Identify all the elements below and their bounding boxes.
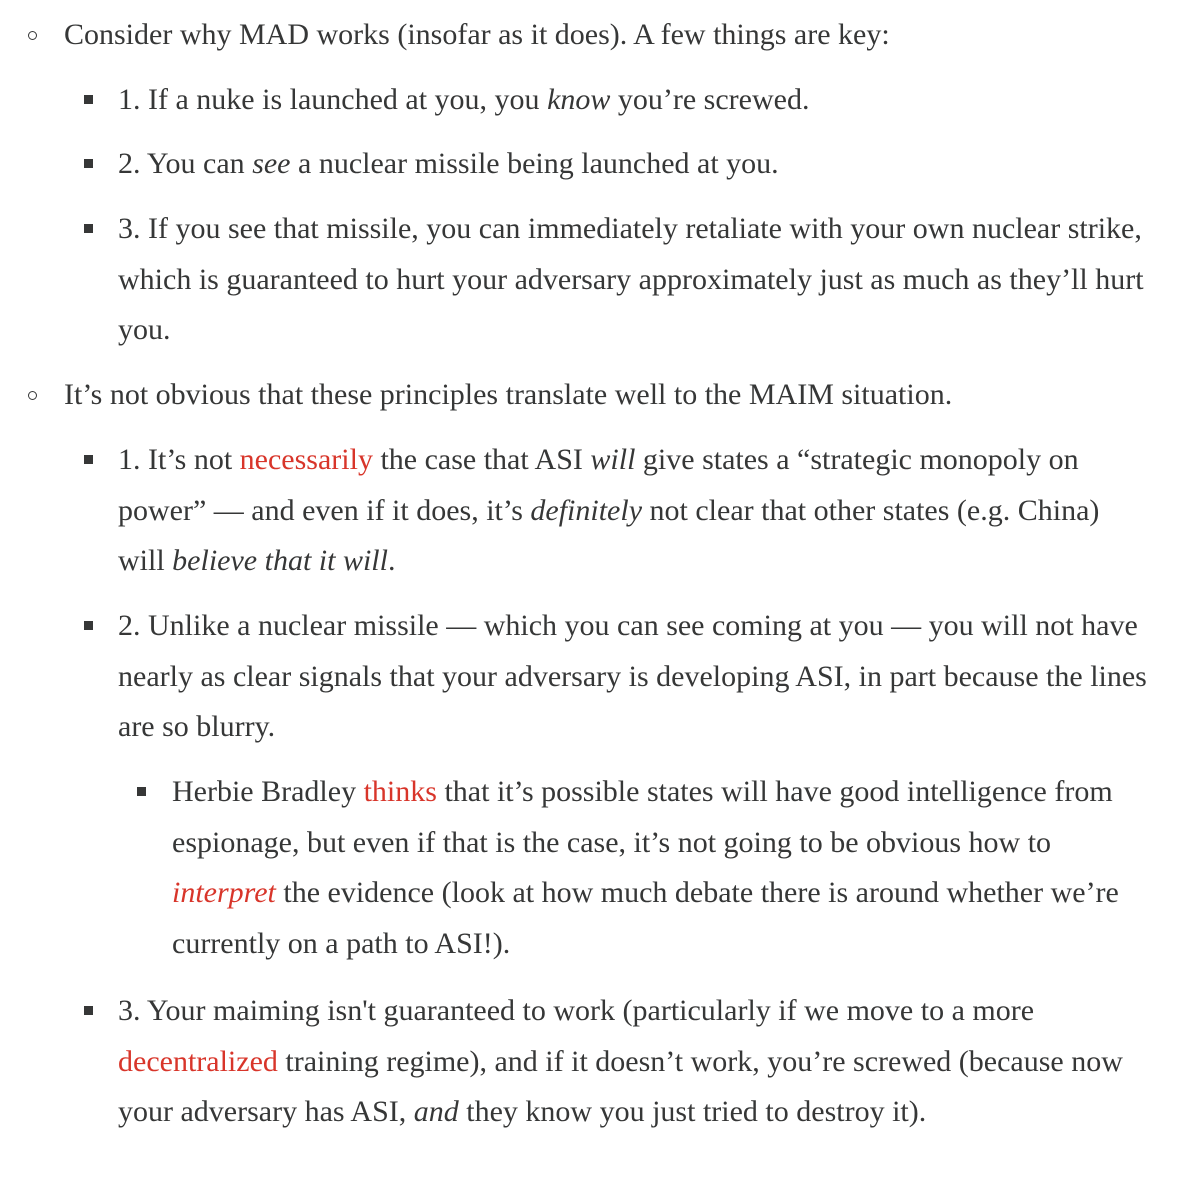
square-bullet-icon (84, 95, 93, 104)
list-item-text: Herbie Bradley thinks that it’s possible states will have good intelligence from espionage, but even if that is the case, it’s not going to be obvious how to interpret the evidence (look at how much debate there is around whether we’re currently on a path to ASI!). (172, 775, 1119, 960)
necessarily-link[interactable]: necessarily (239, 443, 373, 476)
list-item (118, 986, 1168, 1138)
list-item-text: 2. You can see a nuclear missile being launched at you. (118, 147, 779, 180)
interpret-link[interactable]: interpret (172, 876, 276, 909)
square-bullet-icon (84, 455, 93, 464)
list-item-text: 1. If a nuke is launched at you, you know you’re screwed. (118, 83, 810, 116)
open-circle-bullet-icon (28, 391, 37, 400)
square-bullet-icon (84, 224, 93, 233)
list-item-text: Consider why MAD works (insofar as it does). A few things are key: (64, 18, 890, 51)
list-item (118, 75, 1168, 126)
thinks-link[interactable]: thinks (363, 775, 437, 808)
decentralized-link[interactable]: decentralized (118, 1044, 278, 1078)
list-item-text: 3. Your maiming isn't guaranteed to work (particularly if we move to a more decentralized training regime), and if it doesn’t work, you’re screwed (because now your adversary has ASI, and they know you just tried to destroy it). (118, 994, 1123, 1128)
square-bullet-icon (84, 621, 93, 630)
square-bullet-icon (137, 787, 146, 796)
square-bullet-icon (84, 159, 93, 168)
list-item (172, 767, 1157, 969)
list-item-text: 1. It’s not necessarily the case that ASI will give states a “strategic monopoly on power” — and even if it does, it’s definitely not clear that other states (e.g. China) will believe that it will. (118, 443, 1100, 577)
list-item (118, 435, 1123, 587)
list-item (64, 370, 1174, 421)
list-item-text: 2. Unlike a nuclear missile — which you can see coming at you — you will not have nearly as clear signals that your adversary is developing ASI, in part because the lines are so blurry. (118, 609, 1147, 743)
list-item (118, 139, 1168, 190)
list-item-text: It’s not obvious that these principles translate well to the MAIM situation. (64, 378, 953, 411)
list-item (118, 204, 1158, 356)
list-item (64, 10, 1174, 61)
open-circle-bullet-icon (28, 31, 37, 40)
square-bullet-icon (84, 1006, 93, 1015)
list-item (118, 601, 1168, 753)
list-item-text: 3. If you see that missile, you can immediately retaliate with your own nuclear strike, which is guaranteed to hurt your adversary approximately just as much as they’ll hurt you. (118, 212, 1144, 346)
